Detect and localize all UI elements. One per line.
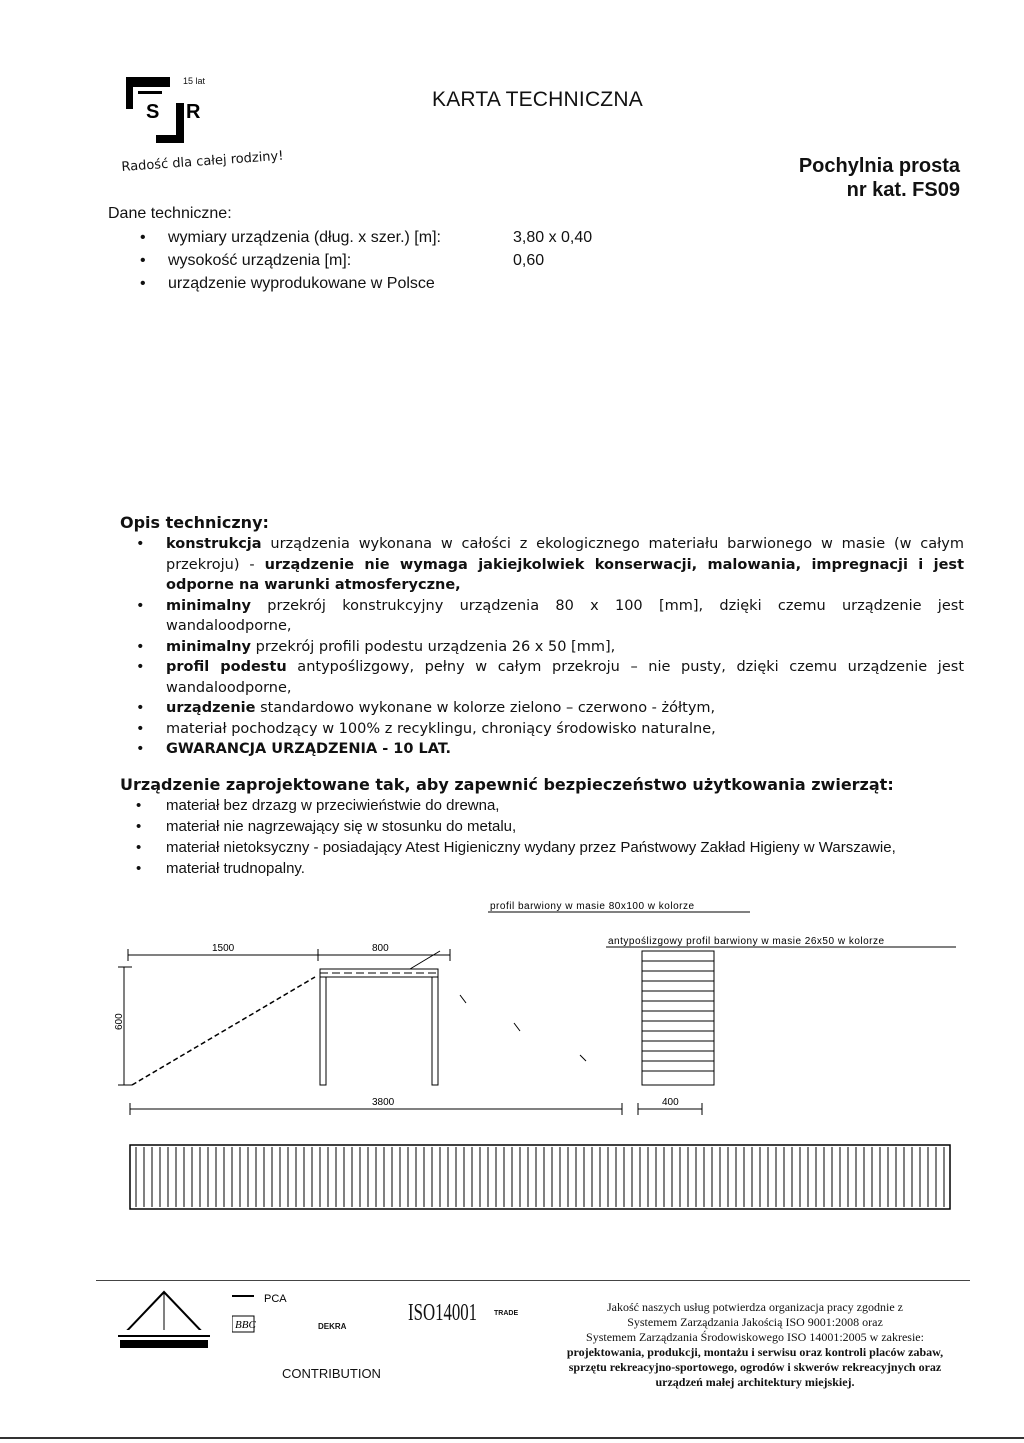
list-item: • materiał nietoksyczny - posiadający Atest Higieniczny wydany przez Państwowy Zakład Higieny w Warszawie, (136, 837, 976, 858)
safety-list (136, 795, 976, 879)
tech-data-title: Dane techniczne: (108, 205, 232, 222)
list-item: • minimalny przekrój profili podestu urządzenia 26 x 50 [mm], (136, 637, 964, 658)
list-item: • GWARANCJA URZĄDZENIA - 10 LAT. (136, 739, 964, 760)
certification-text: Jakość naszych usług potwierdza organizacja pracy zgodnie z Systemem Zarządzania Jakością ISO 9001:2008 oraz Systemem Zarządzania Środowiskowego ISO 14001:2005 w zakresie: projektowania, produkcji, montażu i serwisu oraz kontroli placów zabaw, sprzętu rekreacyjno-sportowego, ogrodów i skwerów rekreacyjnych oraz urządzeń małej architektury miejskiej. (566, 1300, 944, 1389)
note-deck: antypoślizgowy profil barwiony w masie 26x50 w kolorze (608, 936, 885, 947)
list-item: • urządzenie standardowo wykonane w kolorze zielono – czerwono - żółtym, (136, 698, 964, 719)
product-catalog-number: nr kat. FS09 (846, 179, 960, 201)
description-title: Opis techniczny: (120, 513, 269, 532)
list-item: • materiał nie nagrzewający się w stosunku do metalu, (136, 816, 976, 837)
trade-logo: TRADE (494, 1310, 519, 1317)
note-profile: profil barwiony w masie 80x100 w kolorze (490, 901, 695, 912)
dim-3800: 3800 (372, 1097, 395, 1108)
list-item: • profil podestu antypoślizgowy, pełny w całym przekroju – nie pusty, dzięki czemu urządzenie jest wandaloodporne, (136, 657, 964, 698)
list-item: • materiał pochodzący w 100% z recyklingu, chroniący środowisko naturalne, (136, 719, 964, 740)
list-item: • wysokość urządzenia [m]: 0,60 (136, 249, 736, 272)
dim-600: 600 (114, 1013, 125, 1030)
logo-years: 15 lat (183, 76, 206, 86)
description-list (136, 534, 964, 760)
svg-text:BBC: BBC (235, 1319, 256, 1331)
svg-text:S: S (146, 101, 160, 123)
footer-divider (96, 1280, 970, 1281)
iso-logo: ISO14001 (408, 1300, 478, 1326)
dekra-logo: DEKRA (318, 1322, 347, 1331)
tagline: Radość dla całej rodziny! (120, 148, 284, 175)
pca-logo (232, 1292, 292, 1347)
list-item: • konstrukcja urządzenia wykonana w całości z ekologicznego materiału barwionego w masie (w całym przekroju) - urządzenie nie wymaga jakiejkolwiek konserwacji, malowania, impregnacji i jest odporne na warunki atmosferyczne, (136, 534, 964, 596)
bottom-border (0, 1437, 1024, 1439)
dim-1500: 1500 (212, 943, 235, 954)
dim-400: 400 (662, 1097, 679, 1108)
list-item: • materiał trudnopalny. (136, 858, 976, 879)
svg-text:PCA: PCA (264, 1293, 287, 1305)
company-logo (118, 75, 228, 165)
safety-title: Urządzenie zaprojektowane tak, aby zapewnić bezpieczeństwo użytkowania zwierząt: (120, 775, 894, 794)
list-item: • wymiary urządzenia (dług. x szer.) [m]: 3,80 x 0,40 (136, 226, 736, 249)
list-item: • urządzenie wyprodukowane w Polsce (136, 272, 736, 295)
technical-drawing (110, 895, 970, 1225)
list-item: • minimalny przekrój konstrukcyjny urządzenia 80 x 100 [mm], dzięki czemu urządzenie jest wandaloodporne, (136, 596, 964, 637)
dim-800: 800 (372, 943, 389, 954)
product-name (799, 154, 960, 202)
product-name-line1: Pochylnia prosta (798, 155, 960, 177)
tech-data-list (136, 226, 736, 295)
document-title: KARTA TECHNICZNA (432, 88, 643, 111)
svg-text:R: R (186, 101, 201, 123)
list-item: • materiał bez drzazg w przeciwieństwie do drewna, (136, 795, 976, 816)
footer-logo-triangle (118, 1290, 210, 1355)
contribution-label: CONTRIBUTION (282, 1366, 381, 1381)
